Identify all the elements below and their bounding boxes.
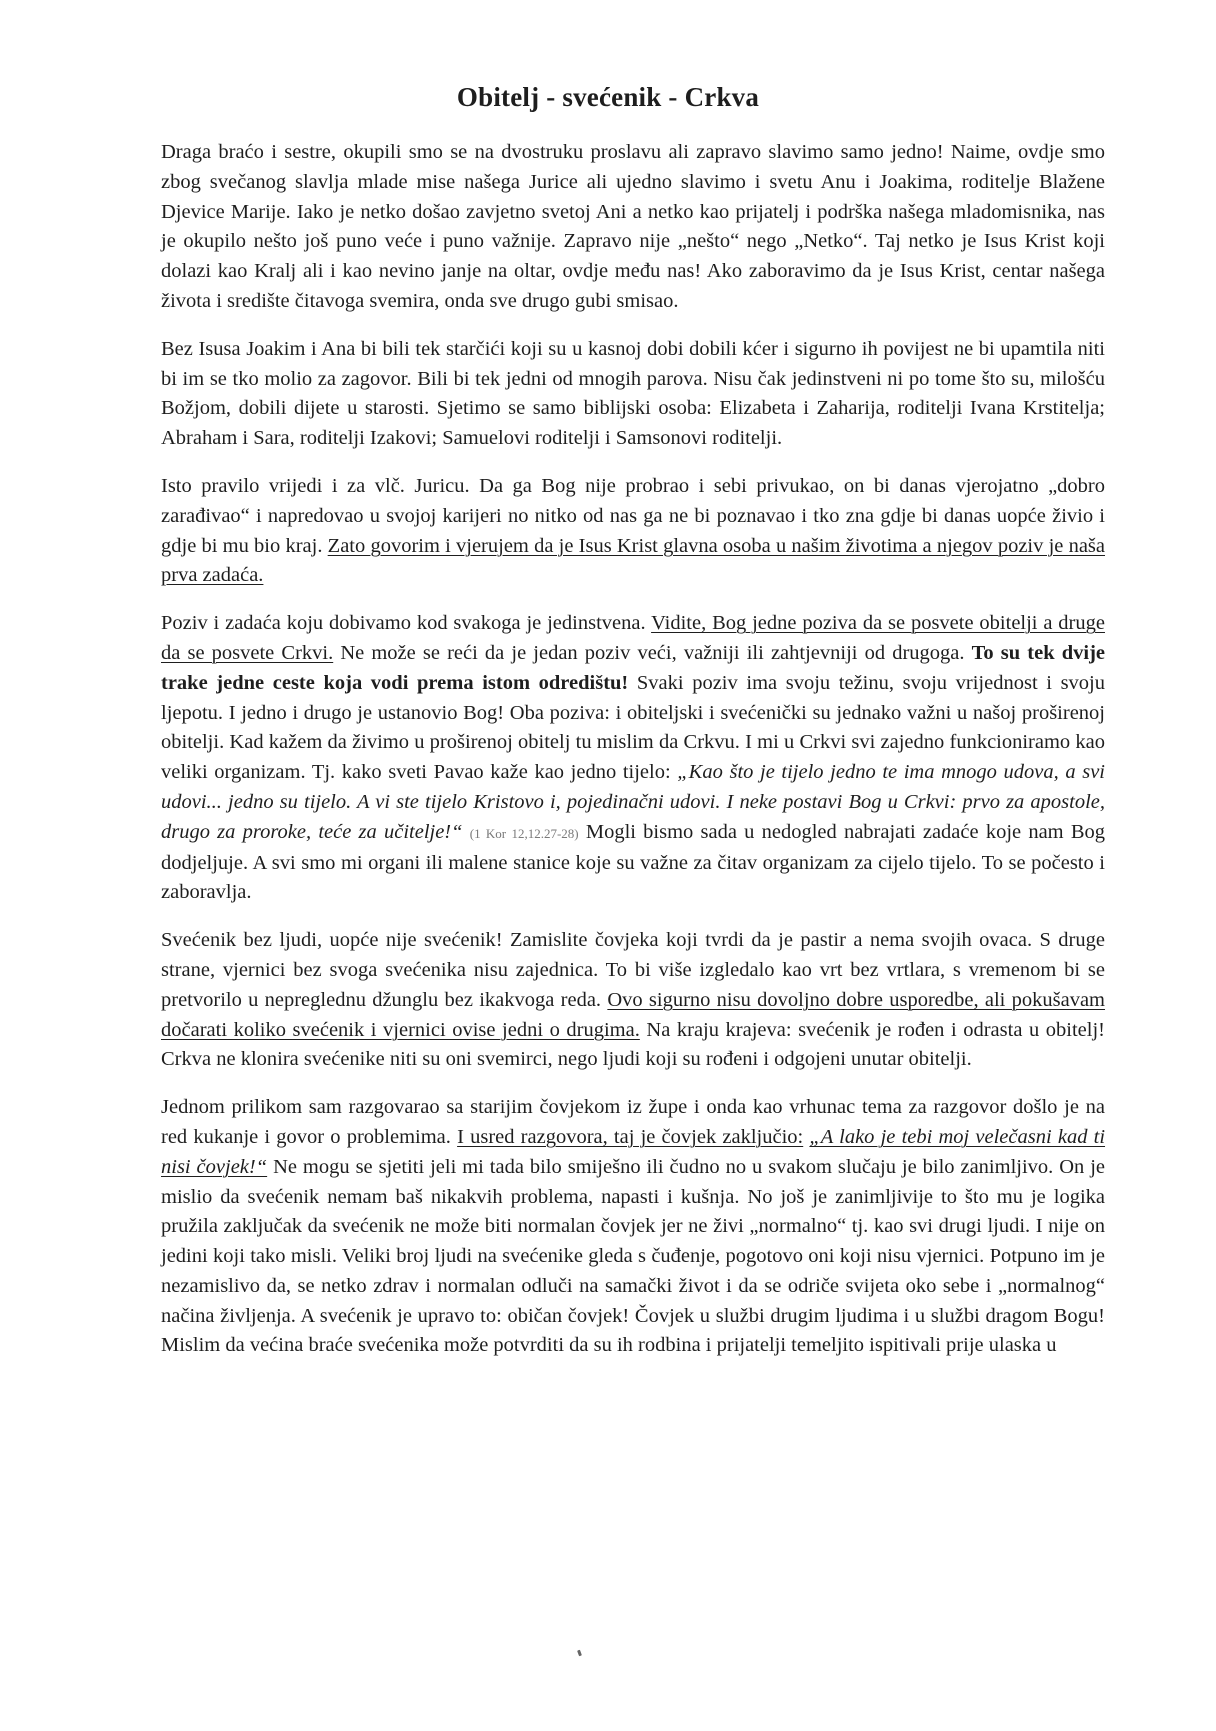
bible-reference: (1 Kor 12,12.27-28) xyxy=(469,825,579,841)
scan-speck xyxy=(577,1650,582,1657)
paragraph-5 xyxy=(161,926,1105,1075)
page-title: Obitelj - svećenik - Crkva xyxy=(456,82,760,112)
underlined-quote: „A lako je tebi moj velečasni kad ti nisi čovjek!“ xyxy=(161,1125,1106,1178)
paragraph-5-text-a: Svećenik bez ljudi, uopće nije svećenik! Zamislite čovjeka koji tvrdi da je pastir a nema svojih ovaca. S druge strane, vjernici bez svoga svećenika nisu zajednica. To bi više izgledalo kao vrt bez vrtlara, s vremenom bi se pretvorilo u nepreglednu džunglu bez ikakvoga reda. xyxy=(161,929,1105,1011)
paragraph-4-text-d: Mogli bismo sada u nedogled nabrajati zadaće koje nam Bog dodjeljuje. A svi smo mi organi ili malene stanice koje su važne za čitav organizam za cijelo tijelo. To se počesto i zaboravlja. xyxy=(161,820,1105,904)
paragraph-4-text-a: Poziv i zadaća koju dobivamo kod svakoga je jedinstvena. xyxy=(161,612,646,635)
underlined-text: Zato govorim i vjerujem da je Isus Krist glavna osoba u našim životima a njegov poziv je naša prva zadaća. xyxy=(161,534,1106,587)
underlined-text: Vidite, Bog jedne poziva da se posvete obitelji a druge da se posvete Crkvi. xyxy=(161,612,1105,664)
paragraph-4 xyxy=(161,609,1105,908)
underlined-text: Ovo sigurno nisu dovoljno dobre usporedbe, ali pokušavam dočarati koliko svećenik i vjernici ovise jedni o drugima. xyxy=(161,988,1106,1041)
paragraph-3 xyxy=(161,472,1105,591)
paragraph-1: Draga braćo i sestre, okupili smo se na dvostruku proslavu ali zapravo slavimo samo jedno! Naime, ovdje smo zbog svečanog slavlja mlade mise našega Jurice ali ujedno slavimo i svetu Anu i Joakima, roditelje Blažene Djevice Marije. Iako je netko došao zavjetno svetoj Ani a netko kao prijatelj i podrška našega mladomisnika, nas je okupilo nešto još puno veće i puno važnije. Zapravo nije „nešto“ nego „Netko“. Taj netko je Isus Krist koji dolazi kao Kralj ali i kao nevino janje na oltar, ovdje među nas! Ako zaboravimo da je Isus Krist, centar našega života i središte čitavoga svemira, onda sve drugo gubi smisao. xyxy=(161,141,1105,312)
paragraph-4-text-b: Ne može se reći da je jedan poziv veći, važniji ili zahtjevniji od drugoga. xyxy=(340,641,965,664)
paragraph-5-text-b: Na kraju krajeva: svećenik je rođen i odrasta u obitelj! Crkva ne klonira svećenike niti su oni svemirci, nego ljudi koji su rođeni i odgojeni unutar obitelji. xyxy=(161,1018,1105,1071)
paragraph-4-text-c: Svaki poziv ima svoju težinu, svoju vrijednost i svoju ljepotu. I jedno i drugo je ustanovio Bog! Oba poziva: i obiteljski i svećenički su jednako važni u našoj proširenoj obitelji. Kad kažem da živimo u proširenoj obitelj tu mislim da Crkvu. I mi u Crkvi svi zajedno funkcioniramo kao veliki organizam. Tj. kako sveti Pavao kaže kao jedno tijelo: xyxy=(161,671,1106,784)
paragraph-6 xyxy=(161,1093,1105,1361)
bold-sentence: To su tek dvije trake jedne ceste koja vodi prema istom odredištu! xyxy=(161,641,1106,694)
paragraph-2: Bez Isusa Joakim i Ana bi bili tek starčići koji su u kasnoj dobi dobili kćer i sigurno ih povijest ne bi upamtila niti bi im se tko molio za zagovor. Bili bi tek jedni od mnogih parova. Nisu čak jedinstveni ni po tome što su, milošću Božjom, dobili dijete u starosti. Sjetimo se samo biblijski osoba: Elizabeta i Zaharija, roditelji Ivana Krstitelja; Abraham i Sara, roditelji Izakovi; Samuelovi roditelji i Samsonovi roditelji. xyxy=(161,337,1105,450)
document-body xyxy=(161,138,1105,1379)
bible-quote: „Kao što je tijelo jedno te ima mnogo udova, a svi udovi... jedno su tijelo. A vi ste tijelo Kristovo i, pojedinačni udovi. I neke postavi Bog u Crkvi: prvo za apostole, drugo za proroke, teće za učitelje!“ xyxy=(161,761,1106,843)
paragraph-6-text-b: Ne mogu se sjetiti jeli mi tada bilo smiješno ili čudno no u svakom slučaju je bilo zanimljivo. On je mislio da svećenik nemam baš nikakvih problema, napasti i kušnja. No još je zanimljivije to što mu je logika pružila zaključak da svećenik ne može biti normalan čovjek jer ne živi „normalno“ tj. kao svi drugi ljudi. I nije on jedini koji tako misli. Veliki broj ljudi na svećenike gleda s čuđenje, pogotovo oni koji nisu vjernici. Potpuno im je nezamislivo da, se netko zdrav i normalan odluči na samački život i da se odriče svijeta oko sebe i „normalnog“ načina življenja. A svećenik je upravo to: običan čovjek! Čovjek u službi drugim ljudima i u službi dragom Bogu! Mislim da većina braće svećenika može potvrditi da su ih rodbina i prijatelji temeljito ispitivali prije ulaska u xyxy=(161,1155,1106,1357)
paragraph-6-text-a: Jednom prilikom sam razgovarao sa starijim čovjekom iz župe i onda kao vrhunac tema za razgovor došlo je na red kukanje i govor o problemima. xyxy=(161,1096,1105,1148)
underlined-text: I usred razgovora, taj je čovjek zaključio: xyxy=(457,1125,804,1148)
paragraph-3-text: Isto pravilo vrijedi i za vlč. Juricu. Da ga Bog nije probrao i sebi privukao, on bi danas vjerojatno „dobro zarađivao“ i napredovao u svojoj karijeri no nitko od nas ga ne bi poznavao i tko zna gdje bi danas uopće živio i gdje bi mu bio kraj. xyxy=(161,474,1105,557)
